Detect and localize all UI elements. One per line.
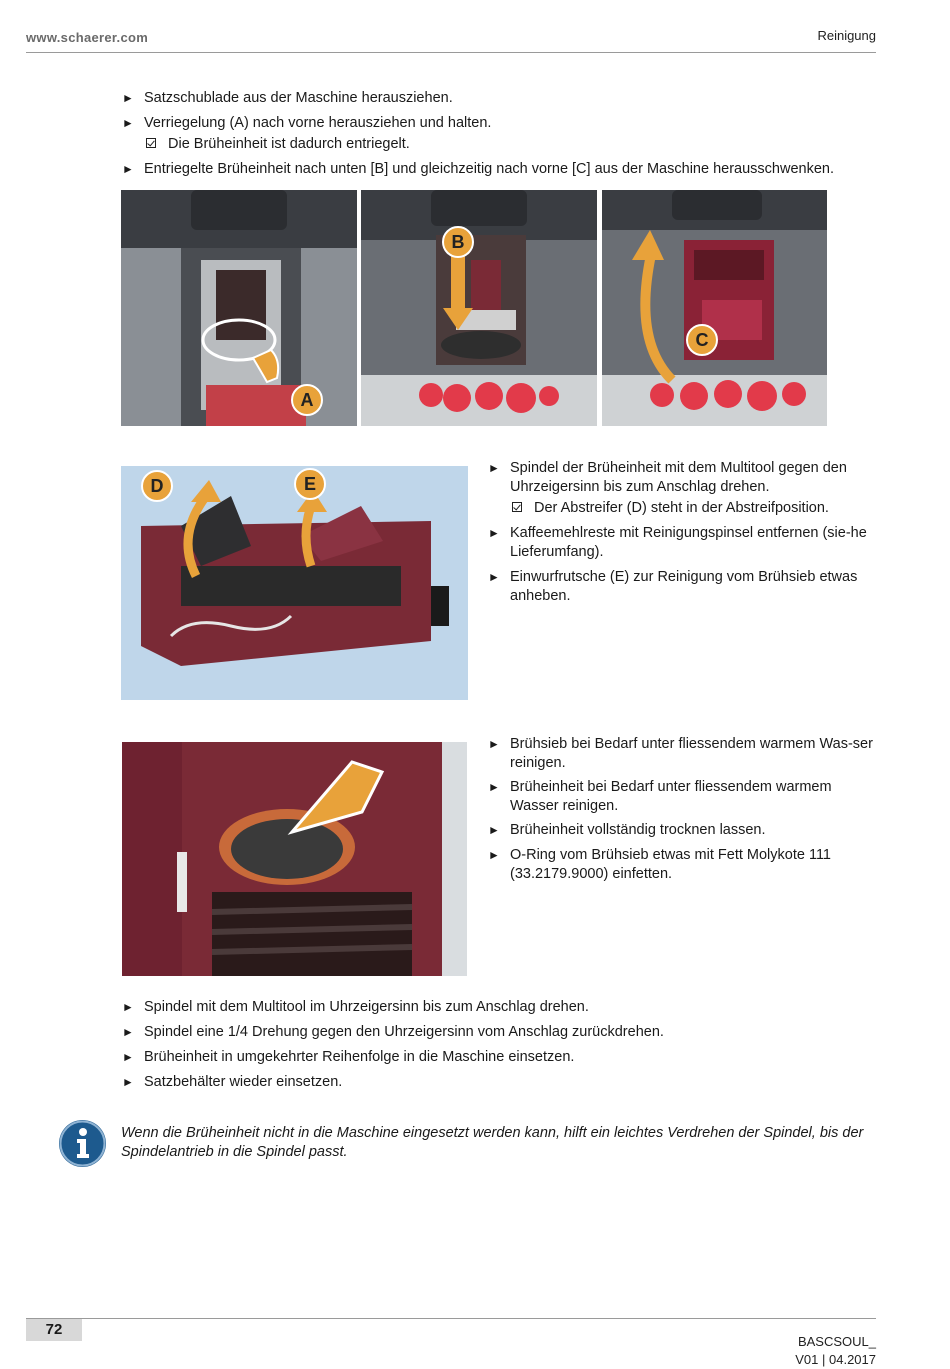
info-note-text: Wenn die Brüheinheit nicht in die Maschine eingesetzt werden kann, hilft ein leichtes Verdrehen der Spindel, bis der Spindelantrieb in die Spindel passt. — [121, 1125, 864, 1160]
step-arrow-icon: ► — [122, 1050, 134, 1064]
step-item — [488, 821, 878, 840]
document-id — [795, 1333, 876, 1369]
step-text: Brühsieb bei Bedarf unter fliessendem warmem Was-ser reinigen. — [510, 736, 873, 771]
step-arrow-icon: ► — [488, 823, 500, 837]
step-item — [122, 160, 882, 179]
header-rule — [26, 52, 876, 53]
step-arrow-icon: ► — [122, 1000, 134, 1014]
step-item — [122, 114, 882, 133]
step-arrow-icon: ► — [122, 1025, 134, 1039]
step-item — [122, 1073, 882, 1092]
checkbox-icon — [146, 138, 156, 148]
step-item — [488, 778, 878, 815]
result-item — [146, 135, 746, 154]
step-arrow-icon: ► — [488, 526, 500, 540]
label-c: C — [686, 324, 718, 356]
step-arrow-icon: ► — [488, 737, 500, 751]
step-text: Brüheinheit bei Bedarf unter fliessendem warmem Wasser reinigen. — [510, 779, 832, 814]
step-arrow-icon: ► — [122, 91, 134, 105]
photo-unlock-a — [121, 190, 357, 426]
document-code: BASCSOUL_ — [797, 1334, 876, 1349]
step-text: O-Ring vom Brühsieb etwas mit Fett Molykote 111 (33.2179.9000) einfetten. — [510, 847, 831, 882]
result-item — [512, 499, 882, 518]
label-e: E — [294, 468, 326, 500]
step-text: Einwurfrutsche (E) zur Reinigung vom Brühsieb etwas anheben. — [510, 569, 858, 604]
step-item — [488, 568, 878, 605]
step-text: Satzschublade aus der Maschine herausziehen. — [144, 90, 453, 106]
step-item — [488, 735, 878, 772]
step-text: Spindel eine 1/4 Drehung gegen den Uhrzeigersinn vom Anschlag zurückdrehen. — [144, 1024, 664, 1040]
step-item — [488, 459, 878, 496]
result-text: Die Brüheinheit ist dadurch entriegelt. — [168, 136, 410, 152]
info-icon — [59, 1120, 106, 1167]
step-arrow-icon: ► — [488, 570, 500, 584]
label-a: A — [291, 384, 323, 416]
section-title: Reinigung — [817, 28, 876, 43]
step-arrow-icon: ► — [488, 848, 500, 862]
step-arrow-icon: ► — [488, 780, 500, 794]
step-item — [122, 1048, 882, 1067]
step-text: Spindel der Brüheinheit mit dem Multitool gegen den Uhrzeigersinn bis zum Anschlag drehen. — [510, 460, 847, 495]
website-url: www.schaerer.com — [26, 30, 149, 45]
label-d: D — [141, 470, 173, 502]
step-text: Satzbehälter wieder einsetzen. — [144, 1074, 343, 1090]
label-b: B — [442, 226, 474, 258]
step-item — [122, 89, 882, 108]
result-text: Der Abstreifer (D) steht in der Abstreifposition. — [534, 500, 829, 516]
step-item — [122, 1023, 882, 1042]
photo-down-b — [361, 190, 597, 426]
step-text: Brüheinheit vollständig trocknen lassen. — [510, 822, 766, 838]
step-text: Brüheinheit in umgekehrter Reihenfolge in die Maschine einsetzen. — [144, 1049, 575, 1065]
checkbox-icon — [512, 502, 522, 512]
step-text: Entriegelte Brüheinheit nach unten [B] und gleichzeitig nach vorne [C] aus der Maschine herausschwenken. — [144, 161, 834, 177]
step-arrow-icon: ► — [122, 116, 134, 130]
step-arrow-icon: ► — [488, 461, 500, 475]
step-text: Verriegelung (A) nach vorne herausziehen und halten. — [144, 115, 492, 131]
step-item — [488, 846, 878, 883]
step-item — [488, 524, 878, 561]
photo-forward-c — [602, 190, 827, 426]
step-text: Spindel mit dem Multitool im Uhrzeigersinn bis zum Anschlag drehen. — [144, 999, 589, 1015]
step-item — [122, 998, 882, 1017]
footer-rule — [26, 1318, 876, 1319]
document-version: V01 | 04.2017 — [795, 1352, 876, 1367]
photo-brew-unit-de — [121, 466, 468, 700]
step-text: Kaffeemehlreste mit Reinigungspinsel entfernen (sie-he Lieferumfang). — [510, 525, 867, 560]
step-arrow-icon: ► — [122, 162, 134, 176]
photo-brew-sieve — [122, 742, 467, 976]
page-number: 72 — [26, 1319, 82, 1341]
step-arrow-icon: ► — [122, 1075, 134, 1089]
